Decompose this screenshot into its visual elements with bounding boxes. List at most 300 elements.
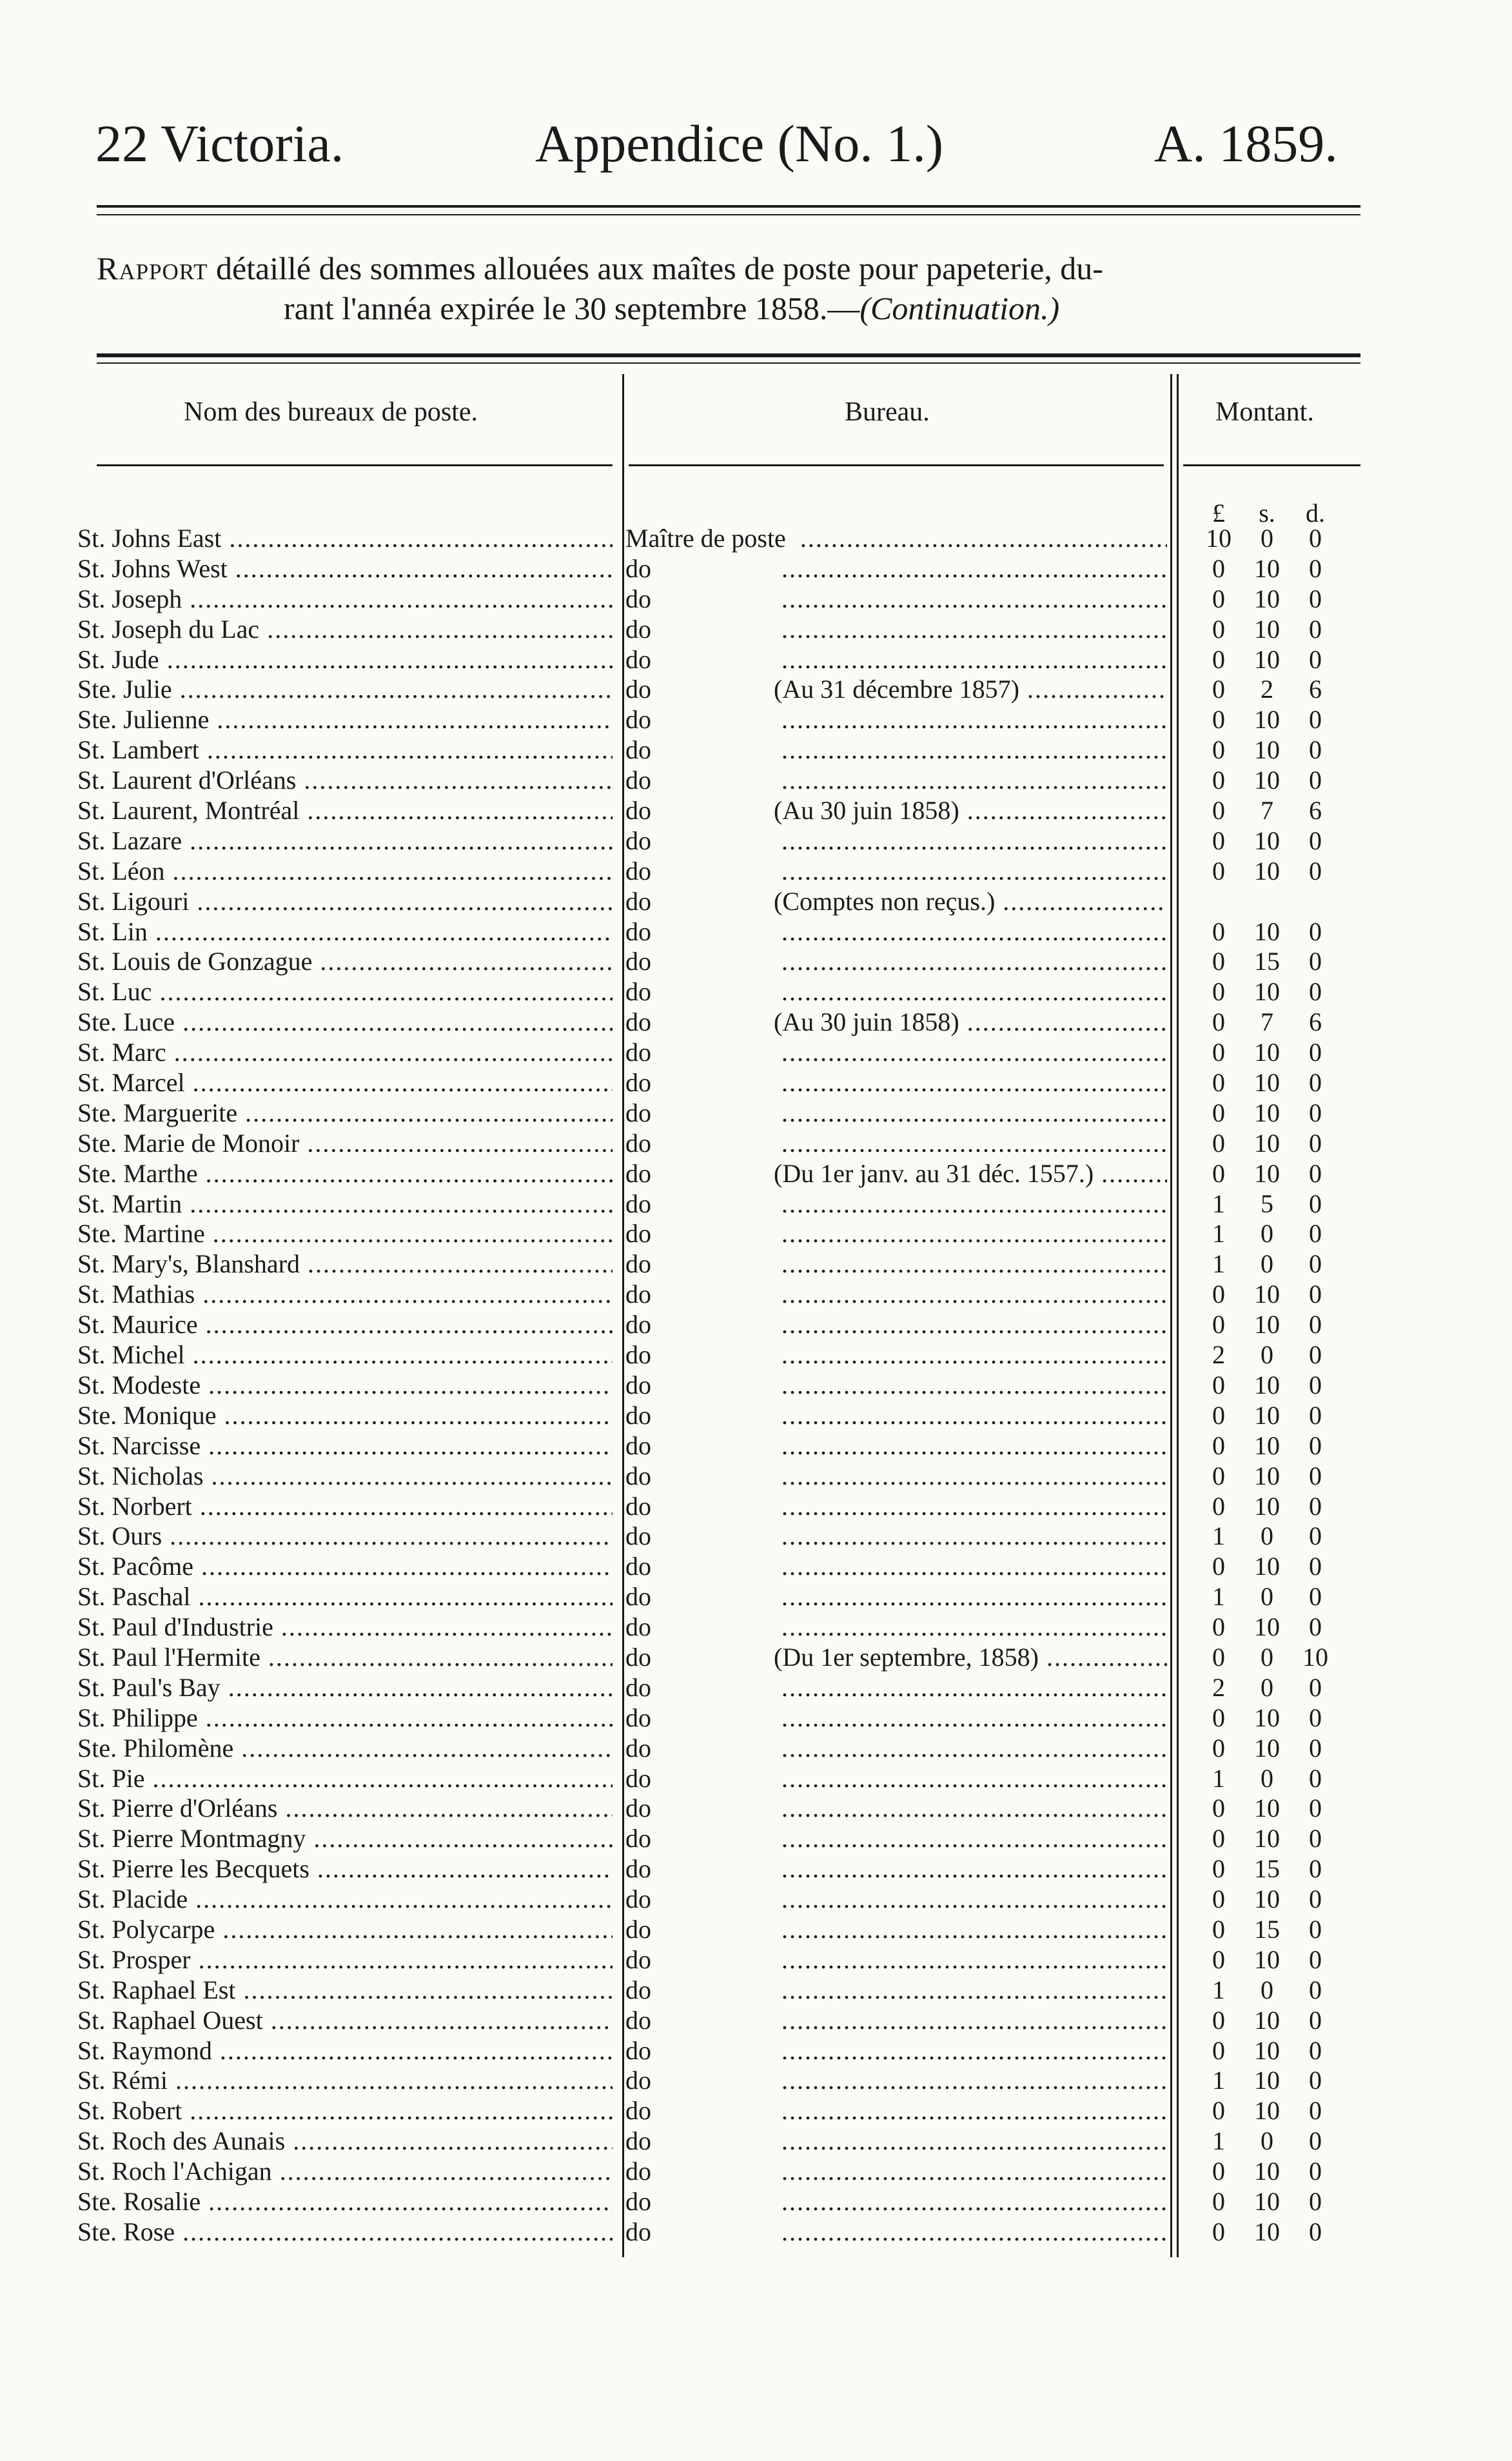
post-office-name-text: St. Paschal <box>77 1582 191 1612</box>
amount-shillings: 10 <box>1254 614 1280 644</box>
bureau-note <box>767 1915 774 1944</box>
amount-pence: 6 <box>1309 796 1322 825</box>
amount-pence: 0 <box>1309 1854 1322 1884</box>
post-office-name <box>77 735 613 766</box>
bureau-label: Maître de poste <box>625 524 786 553</box>
amount-pence: 0 <box>1309 1521 1322 1551</box>
bureau-note <box>767 1370 774 1399</box>
table-body <box>77 524 1360 2248</box>
table-row <box>77 2157 1360 2187</box>
bureau-label: do <box>625 2005 651 2035</box>
bureau-note: (Du 1er janv. au 31 déc. 1557.) <box>774 1158 1094 1188</box>
bureau-label: do <box>625 675 651 704</box>
amount-pounds: 0 <box>1212 1854 1225 1884</box>
amount-pence: 0 <box>1309 1280 1322 1309</box>
column-header-bureau: Bureau. <box>845 397 930 427</box>
amount-pence: 0 <box>1309 825 1322 855</box>
post-office-name <box>77 1431 613 1461</box>
amount-pounds: 0 <box>1212 1612 1225 1642</box>
post-office-name-text: Ste. Marthe <box>77 1158 198 1188</box>
bureau-label: do <box>625 825 651 855</box>
bureau-cell <box>625 615 1167 645</box>
bureau-note <box>767 1219 774 1248</box>
amount-pence: 0 <box>1309 1038 1322 1067</box>
amount-pounds: 0 <box>1212 735 1225 765</box>
bureau-note: (Comptes non reçus.) <box>774 886 996 916</box>
bureau-label: do <box>625 1310 651 1339</box>
amount-pence: 0 <box>1309 1672 1322 1702</box>
bureau-cell <box>625 2096 1167 2126</box>
post-office-name <box>77 1854 613 1884</box>
post-office-name-text: St. Rémi <box>77 2066 168 2095</box>
post-office-name-text: St. Luc <box>77 977 152 1007</box>
amount-pence: 0 <box>1309 947 1322 976</box>
bureau-cell <box>625 735 1167 766</box>
table-row <box>77 977 1360 1007</box>
table-row <box>77 1431 1360 1461</box>
amount-pounds: 0 <box>1212 1128 1225 1158</box>
post-office-name-text: St. Mary's, Blanshard <box>77 1249 300 1279</box>
amount-pounds: 10 <box>1206 524 1232 553</box>
amount-pounds: 0 <box>1212 614 1225 644</box>
amount-shillings: 10 <box>1254 1703 1280 1732</box>
amount-shillings: 10 <box>1254 1733 1280 1763</box>
bureau-note <box>767 766 774 795</box>
post-office-name-text: Ste. Rosalie <box>77 2186 201 2216</box>
table-row <box>77 1612 1360 1643</box>
bureau-cell <box>625 645 1167 675</box>
bureau-note <box>767 1280 774 1309</box>
amount-pounds: 0 <box>1212 825 1225 855</box>
bureau-note <box>767 1734 774 1763</box>
post-office-name <box>77 2006 613 2036</box>
amount-shillings: 10 <box>1254 553 1280 583</box>
post-office-name-text: Ste. Philomène <box>77 1733 234 1763</box>
amount-pounds: 0 <box>1212 2035 1225 2065</box>
amount-shillings: 10 <box>1254 1400 1280 1430</box>
unit-pence: d. <box>1306 499 1325 528</box>
bureau-note <box>767 554 774 583</box>
amount-pounds: 0 <box>1212 2217 1225 2246</box>
amount-pounds: 0 <box>1212 553 1225 583</box>
post-office-name <box>77 1219 613 1249</box>
amount-pence: 0 <box>1309 553 1322 583</box>
amount-pounds: 0 <box>1212 2096 1225 2126</box>
table-row <box>77 554 1360 584</box>
amount-pounds: 0 <box>1212 1370 1225 1399</box>
header-underline-amount <box>1183 464 1360 466</box>
bureau-cell <box>625 856 1167 887</box>
table-row <box>77 1219 1360 1249</box>
bureau-note <box>767 1764 774 1793</box>
bureau-label: do <box>625 1582 651 1612</box>
amount-pounds: 0 <box>1212 675 1225 704</box>
post-office-name-text: St. Modeste <box>77 1370 201 1399</box>
amount-pence: 0 <box>1309 2096 1322 2126</box>
amount-shillings: 5 <box>1261 1189 1273 1218</box>
post-office-name-text: St. Laurent, Montréal <box>77 796 300 825</box>
amount-pounds: 0 <box>1212 1068 1225 1098</box>
header-center: Appendice (No. 1.) <box>535 114 944 173</box>
post-office-name <box>77 524 613 554</box>
post-office-name-text: St. Maurice <box>77 1310 198 1339</box>
bureau-note <box>767 1673 774 1702</box>
amount-shillings: 10 <box>1254 2005 1280 2035</box>
amount-pence: 0 <box>1309 1491 1322 1521</box>
table-row <box>77 1884 1360 1915</box>
amount-pence: 0 <box>1309 1552 1322 1581</box>
title-continuation: (Continuation.) <box>859 290 1060 326</box>
post-office-name <box>77 917 613 947</box>
amount-shillings: 15 <box>1254 947 1280 976</box>
bureau-cell <box>625 2157 1167 2187</box>
amount-pence: 0 <box>1309 2186 1322 2216</box>
bureau-label: do <box>625 1068 651 1098</box>
amount-pence: 0 <box>1309 1068 1322 1098</box>
amount-pounds: 0 <box>1212 584 1225 613</box>
amount-shillings: 10 <box>1254 1370 1280 1399</box>
table-row <box>77 2066 1360 2096</box>
amount-pence: 0 <box>1309 584 1322 613</box>
bureau-note <box>786 524 792 553</box>
bureau-label: do <box>625 1340 651 1370</box>
post-office-name-text: St. Lin <box>77 916 148 946</box>
amount-pence: 0 <box>1309 614 1322 644</box>
table-row <box>77 1038 1360 1068</box>
table-row <box>77 2126 1360 2157</box>
bureau-label: do <box>625 947 651 976</box>
bureau-note <box>767 1431 774 1460</box>
amount-shillings: 0 <box>1261 1975 1273 2004</box>
table-row <box>77 2036 1360 2066</box>
amount-shillings: 15 <box>1254 1914 1280 1944</box>
post-office-name-text: St. Ligouri <box>77 886 190 916</box>
bureau-label: do <box>625 1944 651 1974</box>
post-office-name-text: St. Paul l'Hermite <box>77 1642 260 1672</box>
post-office-name <box>77 856 613 887</box>
bureau-note <box>767 615 774 644</box>
amount-pounds: 1 <box>1212 1249 1225 1279</box>
post-office-name <box>77 1280 613 1310</box>
amount-shillings: 10 <box>1254 977 1280 1007</box>
bureau-label: do <box>625 1703 651 1732</box>
bureau-note <box>767 947 774 976</box>
amount-shillings: 10 <box>1254 1310 1280 1339</box>
bureau-note <box>767 1794 774 1823</box>
post-office-name <box>77 1734 613 1764</box>
amount-pounds: 0 <box>1212 1158 1225 1188</box>
amount-pounds: 0 <box>1212 1944 1225 1974</box>
bureau-note <box>767 917 774 946</box>
bureau-cell <box>625 1280 1167 1310</box>
amount-shillings: 10 <box>1254 1280 1280 1309</box>
post-office-name-text: St. Mathias <box>77 1280 195 1309</box>
amount-pounds: 0 <box>1212 1400 1225 1430</box>
bureau-cell <box>625 947 1167 977</box>
bureau-label: do <box>625 2126 651 2156</box>
bureau-cell <box>625 1007 1167 1038</box>
title-lead: Rapport <box>97 250 208 286</box>
bureau-cell <box>625 675 1167 705</box>
amount-pence: 0 <box>1309 1158 1322 1188</box>
post-office-name <box>77 1945 613 1975</box>
bureau-note <box>767 826 774 855</box>
bureau-note <box>767 2187 774 2216</box>
table-row <box>77 2187 1360 2217</box>
post-office-name <box>77 1068 613 1098</box>
header-left: 22 Victoria. <box>95 114 344 173</box>
amount-pence: 0 <box>1309 1582 1322 1612</box>
post-office-name <box>77 1492 613 1522</box>
bureau-label: do <box>625 766 651 795</box>
amount-pounds: 0 <box>1212 766 1225 795</box>
bureau-label: do <box>625 2157 651 2186</box>
table-row <box>77 735 1360 766</box>
post-office-name <box>77 1461 613 1492</box>
amount-shillings: 0 <box>1261 1642 1273 1672</box>
amount-shillings: 7 <box>1261 796 1273 825</box>
amount-pounds: 0 <box>1212 644 1225 674</box>
amount-pounds: 1 <box>1212 1189 1225 1218</box>
table-row <box>77 1915 1360 1945</box>
post-office-name <box>77 1129 613 1159</box>
bureau-cell <box>625 1582 1167 1612</box>
amount-pence: 10 <box>1302 1642 1328 1672</box>
post-office-name-text: St. Norbert <box>77 1491 192 1521</box>
post-office-name-text: St. Raphael Ouest <box>77 2005 263 2035</box>
table-row <box>77 675 1360 705</box>
bureau-note: (Au 30 juin 1858) <box>774 796 959 825</box>
table-row <box>77 1280 1360 1310</box>
bureau-note <box>767 856 774 885</box>
amount-shillings: 10 <box>1254 1794 1280 1823</box>
title-line2: rant l'annéa expirée le 30 septembre 1858.— <box>284 290 860 326</box>
bureau-cell <box>625 1915 1167 1945</box>
post-office-name-text: St. Lambert <box>77 735 199 765</box>
amount-pence: 0 <box>1309 1884 1322 1914</box>
amount-pounds: 0 <box>1212 2157 1225 2186</box>
amount-pounds: 0 <box>1212 1824 1225 1853</box>
table-rule-top <box>97 353 1360 357</box>
post-office-name <box>77 977 613 1007</box>
post-office-name <box>77 645 613 675</box>
amount-shillings: 10 <box>1254 644 1280 674</box>
bureau-label: do <box>625 1733 651 1763</box>
post-office-name-text: St. Roch des Aunais <box>77 2126 286 2156</box>
bureau-note <box>767 1521 774 1550</box>
table-row <box>77 1340 1360 1370</box>
post-office-name-text: St. Prosper <box>77 1944 191 1974</box>
amount-pence: 0 <box>1309 1944 1322 1974</box>
post-office-name-text: Ste. Luce <box>77 1007 175 1037</box>
amount-pounds: 0 <box>1212 1430 1225 1460</box>
bureau-label: do <box>625 1430 651 1460</box>
header-rule-top <box>97 205 1360 208</box>
bureau-cell <box>625 2036 1167 2066</box>
post-office-name <box>77 2126 613 2157</box>
table-row <box>77 796 1360 826</box>
amount-shillings: 10 <box>1254 584 1280 613</box>
amount-pence: 0 <box>1309 1733 1322 1763</box>
amount-pounds: 0 <box>1212 856 1225 885</box>
post-office-name <box>77 1007 613 1038</box>
amount-shillings: 10 <box>1254 1461 1280 1490</box>
amount-pounds: 1 <box>1212 1219 1225 1249</box>
title-line1: détaillé des sommes allouées aux maîtes de poste pour papeterie, du- <box>208 250 1103 286</box>
bureau-note <box>767 1249 774 1278</box>
post-office-name-text: St. Joseph du Lac <box>77 614 260 644</box>
bureau-note <box>767 1945 774 1974</box>
bureau-label: do <box>625 1128 651 1158</box>
amount-shillings: 10 <box>1254 2096 1280 2126</box>
amount-shillings: 10 <box>1254 2035 1280 2065</box>
bureau-label: do <box>625 886 651 916</box>
amount-pence: 0 <box>1309 1914 1322 1944</box>
amount-pence: 6 <box>1309 675 1322 704</box>
amount-pounds: 0 <box>1212 705 1225 735</box>
post-office-name <box>77 947 613 977</box>
post-office-name-text: St. Lazare <box>77 825 182 855</box>
unit-pounds: £ <box>1212 499 1225 528</box>
amount-pounds: 0 <box>1212 1642 1225 1672</box>
bureau-cell <box>625 1945 1167 1975</box>
table-row <box>77 1068 1360 1098</box>
post-office-name-text: St. Polycarpe <box>77 1914 215 1944</box>
bureau-cell <box>625 1643 1167 1673</box>
bureau-cell <box>625 1703 1167 1734</box>
post-office-name-text: St. Nicholas <box>77 1461 204 1490</box>
amount-shillings: 15 <box>1254 1854 1280 1884</box>
table-row <box>77 1643 1360 1673</box>
bureau-label: do <box>625 2035 651 2065</box>
bureau-label: do <box>625 2066 651 2095</box>
post-office-name <box>77 1098 613 1129</box>
post-office-name <box>77 554 613 584</box>
post-office-name <box>77 1159 613 1189</box>
amount-shillings: 10 <box>1254 1944 1280 1974</box>
table-row <box>77 1310 1360 1340</box>
amount-shillings: 10 <box>1254 1884 1280 1914</box>
bureau-label: do <box>625 1521 651 1551</box>
amount-pounds: 0 <box>1212 977 1225 1007</box>
amount-pence: 0 <box>1309 644 1322 674</box>
bureau-note <box>767 1340 774 1369</box>
amount-shillings: 10 <box>1254 1158 1280 1188</box>
bureau-cell <box>625 2126 1167 2157</box>
amount-pounds: 0 <box>1212 1703 1225 1732</box>
bureau-label: do <box>625 1098 651 1127</box>
post-office-name-text: St. Placide <box>77 1884 188 1914</box>
amount-pence: 0 <box>1309 1703 1322 1732</box>
bureau-cell <box>625 2217 1167 2248</box>
amount-pounds: 0 <box>1212 1914 1225 1944</box>
post-office-name-text: St. Joseph <box>77 584 182 613</box>
table-row <box>77 2217 1360 2248</box>
bureau-label: do <box>625 1552 651 1581</box>
post-office-name-text: St. Robert <box>77 2096 182 2126</box>
post-office-name <box>77 1582 613 1612</box>
bureau-cell <box>625 766 1167 796</box>
bureau-note <box>767 1975 774 2004</box>
bureau-note <box>767 1703 774 1732</box>
bureau-cell <box>625 1794 1167 1824</box>
bureau-cell <box>625 2187 1167 2217</box>
post-office-name-text: St. Marcel <box>77 1068 185 1098</box>
post-office-name <box>77 675 613 705</box>
post-office-name <box>77 1915 613 1945</box>
table-row <box>77 1703 1360 1734</box>
amount-pounds: 0 <box>1212 1310 1225 1339</box>
post-office-name-text: St. Pacôme <box>77 1552 193 1581</box>
amount-pence: 0 <box>1309 1824 1322 1853</box>
post-office-name <box>77 1703 613 1734</box>
bureau-label: do <box>625 2217 651 2246</box>
bureau-note <box>767 2126 774 2155</box>
post-office-name-text: St. Laurent d'Orléans <box>77 766 297 795</box>
bureau-label: do <box>625 1461 651 1490</box>
bureau-cell <box>625 1401 1167 1431</box>
bureau-note <box>767 2157 774 2186</box>
amount-pounds: 0 <box>1212 1733 1225 1763</box>
post-office-name <box>77 2187 613 2217</box>
post-office-name-text: St. Michel <box>77 1340 185 1370</box>
amount-shillings: 0 <box>1261 524 1273 553</box>
bureau-label: do <box>625 1763 651 1793</box>
amount-pence: 0 <box>1309 2005 1322 2035</box>
amount-pence: 0 <box>1309 1430 1322 1460</box>
amount-pence: 0 <box>1309 1794 1322 1823</box>
amount-pence: 0 <box>1309 766 1322 795</box>
amount-pounds: 1 <box>1212 2066 1225 2095</box>
bureau-cell <box>625 1461 1167 1492</box>
table-row <box>77 1734 1360 1764</box>
table-row <box>77 1945 1360 1975</box>
amount-pounds: 0 <box>1212 1098 1225 1127</box>
post-office-name-text: St. Johns East <box>77 524 222 553</box>
bureau-label: do <box>625 1007 651 1037</box>
amount-shillings: 10 <box>1254 1038 1280 1067</box>
bureau-label: do <box>625 1642 651 1672</box>
amount-shillings: 0 <box>1261 1521 1273 1551</box>
post-office-name <box>77 1401 613 1431</box>
bureau-note <box>767 1038 774 1067</box>
amount-shillings: 10 <box>1254 1128 1280 1158</box>
amount-pence: 0 <box>1309 1370 1322 1399</box>
bureau-cell <box>625 2006 1167 2036</box>
table-row <box>77 1129 1360 1159</box>
amount-pence: 0 <box>1309 1612 1322 1642</box>
amount-pence: 0 <box>1309 1098 1322 1127</box>
table-row <box>77 2096 1360 2126</box>
bureau-cell <box>625 917 1167 947</box>
post-office-name <box>77 2066 613 2096</box>
bureau-cell <box>625 1249 1167 1280</box>
unit-shillings: s. <box>1259 499 1275 528</box>
post-office-name-text: St. Ours <box>77 1521 162 1551</box>
bureau-note <box>767 2006 774 2035</box>
report-title <box>97 248 1360 328</box>
bureau-label: do <box>625 1612 651 1642</box>
bureau-note <box>767 735 774 764</box>
table-row <box>77 705 1360 735</box>
table-row <box>77 917 1360 947</box>
post-office-name <box>77 1643 613 1673</box>
amount-pence: 0 <box>1309 524 1322 553</box>
post-office-name-text: St. Pie <box>77 1763 145 1793</box>
amount-pence: 0 <box>1309 1249 1322 1279</box>
amount-shillings: 10 <box>1254 766 1280 795</box>
bureau-note <box>767 2217 774 2246</box>
